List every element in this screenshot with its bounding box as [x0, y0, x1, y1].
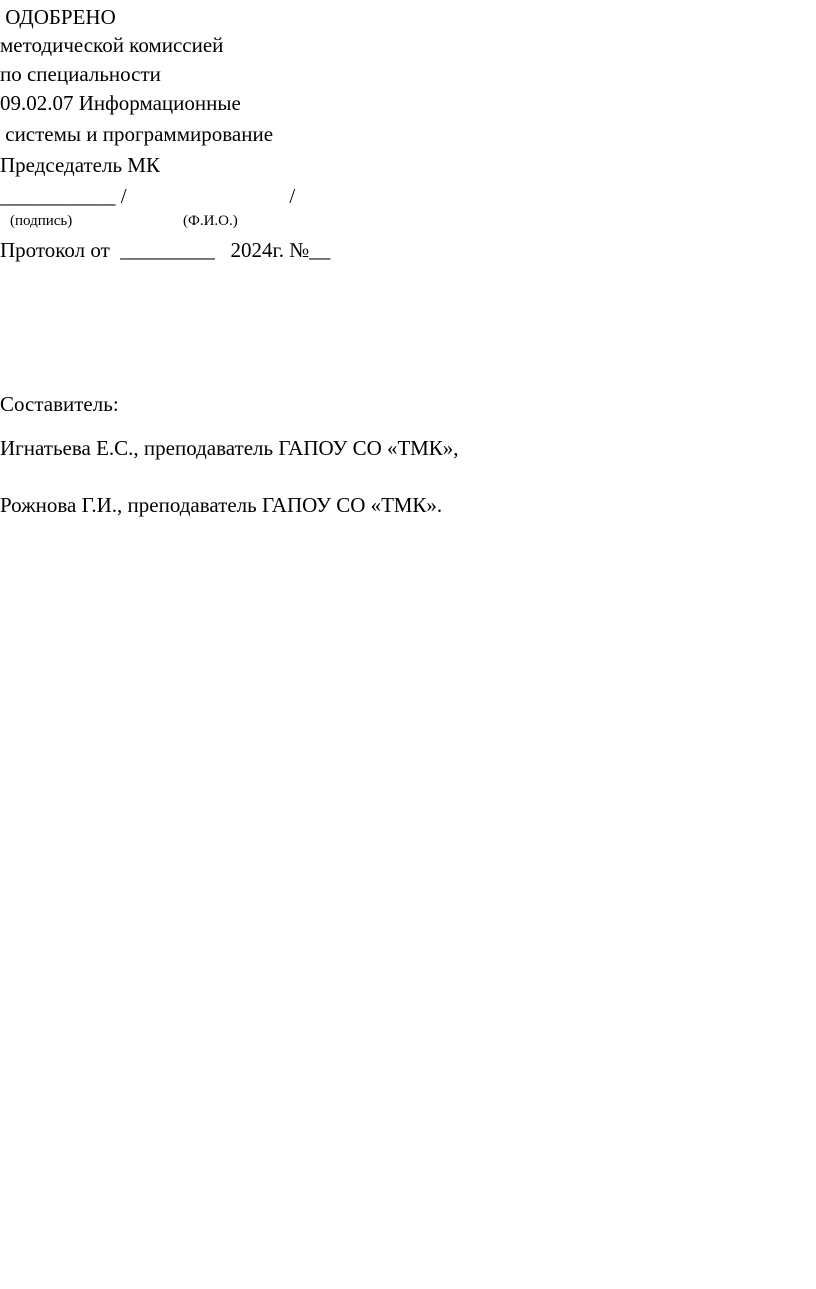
specialty-name: системы и программирование	[0, 122, 274, 146]
author-1: Игнатьева Е.С., преподаватель ГАПОУ СО «ТМК»,	[0, 436, 459, 460]
approval-heading: ОДОБРЕНО	[0, 5, 116, 29]
author-2: Рожнова Г.И., преподаватель ГАПОУ СО «ТМК».	[0, 493, 443, 517]
composer-label: Составитель:	[0, 392, 119, 416]
specialty-code: 09.02.07 Информационные	[0, 91, 241, 115]
chairman-label: Председатель МК	[0, 153, 160, 177]
signature-line: ___________ / /	[0, 184, 296, 208]
commission-line: методической комиссией	[0, 33, 224, 57]
signature-caption: (подпись)	[10, 213, 73, 229]
name-caption: (Ф.И.О.)	[183, 213, 238, 229]
specialty-label: по специальности	[0, 62, 161, 86]
protocol-line: Протокол от _________ 2024г. №__	[0, 238, 331, 262]
